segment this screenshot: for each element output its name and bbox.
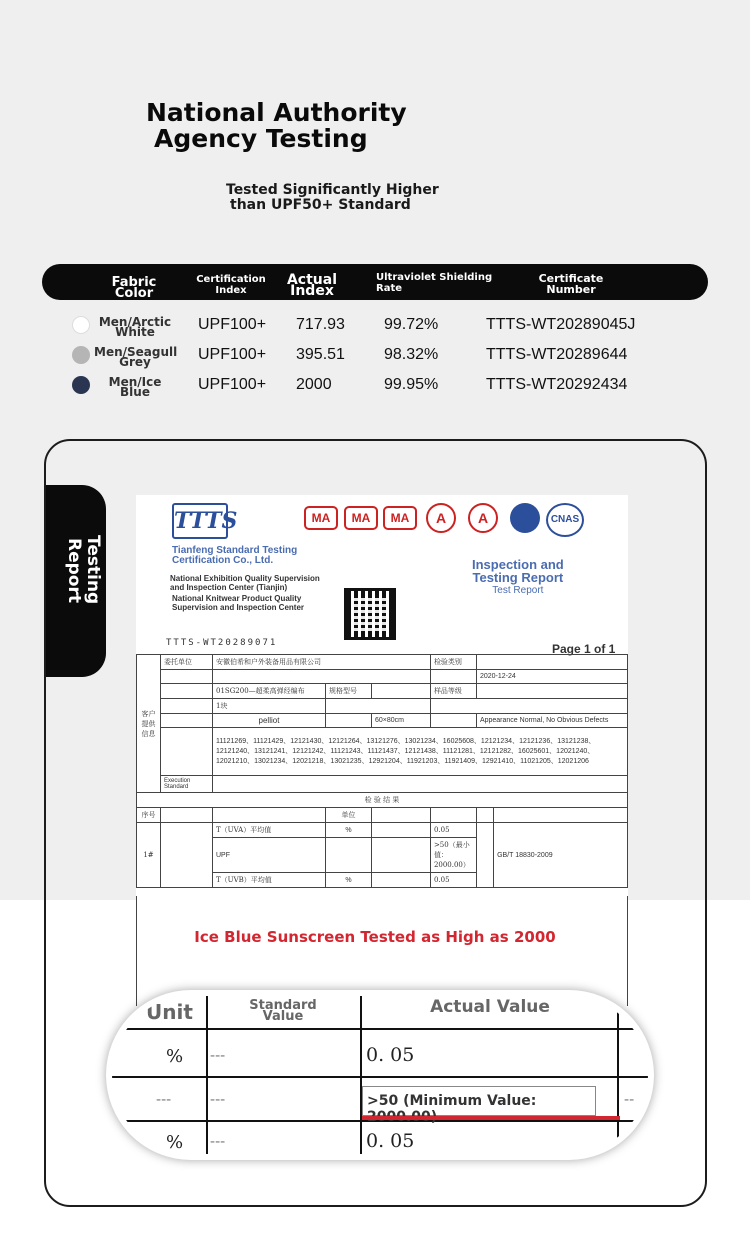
cal-seal-icon: A	[426, 503, 456, 533]
row-uvb-value: 0.05	[430, 873, 476, 888]
client-value: 安徽伯希和户外装备用品有限公司	[213, 655, 431, 670]
zoom-divider	[360, 996, 362, 1160]
zoom-row1-unit: %	[166, 1046, 184, 1067]
trademark-label	[161, 714, 213, 728]
header-cert-index: Certification Index	[196, 274, 266, 296]
zoom-divider	[206, 996, 208, 1160]
inspection-type-value	[476, 655, 627, 670]
col-standard-label	[371, 808, 430, 823]
uv-rate-value: 99.72%	[384, 316, 439, 333]
highlight-underline	[362, 1116, 620, 1120]
fabric-color-name: Men/Seagull Grey	[94, 345, 178, 369]
table-row	[72, 372, 712, 402]
cma-stamp-icon: MA	[344, 506, 378, 530]
subheadline-line-2: than UPF50+ Standard	[230, 197, 411, 213]
sample-status-label	[430, 714, 476, 728]
client-label: 委托单位	[161, 655, 213, 670]
ttts-logo: TTTS	[172, 503, 228, 539]
ilac-mra-icon	[510, 503, 540, 533]
cma-stamp-icon: MA	[304, 506, 338, 530]
row-uva-label: T（UVA）平均值	[213, 823, 326, 838]
highlight-caption: Ice Blue Sunscreen Tested as High as 2000	[194, 928, 556, 946]
sample-name-label	[161, 684, 213, 699]
uv-rate-value: 99.95%	[384, 376, 439, 393]
org-knitwear-center: National Knitwear Product Quality Supervision and Inspection Center	[172, 594, 305, 612]
sample-name-value: 01SG200—超柔高弹经编布	[213, 684, 326, 699]
row-upf-std	[371, 838, 430, 873]
results-table-body	[72, 312, 712, 402]
appearance-value: Appearance Normal, No Obvious Defects	[476, 714, 627, 728]
zoom-row3-value: 0. 05	[366, 1130, 415, 1152]
uv-rate-value: 98.32%	[384, 346, 439, 363]
cal-seal-icon: A	[468, 503, 498, 533]
row-method: GB/T 18830-2009	[494, 823, 628, 888]
subheadline-line-1: Tested Significantly Higher	[226, 182, 439, 198]
row-result	[476, 823, 493, 888]
actual-index-value: 395.51	[296, 346, 345, 363]
col-unit-label: 单位	[325, 808, 371, 823]
header-fabric-color: Fabric Color	[111, 275, 157, 301]
headline-line-2: Agency Testing	[154, 124, 368, 153]
sample-date-label	[430, 670, 476, 684]
sample-grade-value	[476, 684, 627, 699]
company-name: Tianfeng Standard Testing Certification Co., Ltd.	[172, 545, 298, 566]
document-id: TTTS-WT20289071	[166, 638, 278, 648]
cma-stamp-icon: MA	[383, 506, 417, 530]
zoom-row2-value: >50 (Minimum Value:	[362, 1086, 596, 1116]
quantity-label	[161, 699, 213, 714]
header-uv-rate: Ultraviolet Shielding Rate	[376, 272, 493, 294]
results-table-header	[42, 264, 708, 300]
cert-number-value: TTTS-WT20289045J	[486, 316, 636, 333]
zoom-divider	[617, 996, 619, 1160]
color-swatch-icon	[72, 316, 90, 334]
model-value	[371, 684, 430, 699]
manufacturer-value	[213, 670, 431, 684]
row-upf-unit	[325, 838, 371, 873]
report-title: Inspection and Testing Report Test Report	[472, 557, 564, 596]
color-swatch-icon	[72, 346, 90, 364]
row-uvb-label: T（UVB）平均值	[213, 873, 326, 888]
col-method-label	[494, 808, 628, 823]
col-desc-label	[213, 808, 326, 823]
execution-standard-label: Execution Standard	[161, 776, 213, 793]
col-result-label	[476, 808, 493, 823]
row-uva-value: 0.05	[430, 823, 476, 838]
execution-standard-value	[213, 776, 628, 793]
trademark-value: pelliot	[213, 714, 326, 728]
row-uva-std	[371, 823, 430, 838]
zoom-col-actual: Actual Value	[430, 997, 550, 1017]
row-upf-label: UPF	[213, 838, 326, 873]
model-label: 规格型号	[325, 684, 371, 699]
results-label: 检 验 结 果	[137, 793, 628, 808]
zoom-col-unit: Unit	[146, 1000, 193, 1024]
header-actual-index: Actual Index	[286, 272, 338, 299]
zoom-row2-extra: --	[624, 1090, 635, 1108]
zoom-magnifier	[106, 990, 654, 1160]
col-no-label: 序号	[137, 808, 161, 823]
manufacturer-label	[161, 670, 213, 684]
cnas-logo: CNAS	[546, 503, 584, 537]
zoom-row3-unit: %	[166, 1132, 184, 1153]
page-headline	[146, 100, 407, 152]
fabric-color-name: Men/Ice Blue	[108, 375, 162, 399]
sample-grade-label: 样品等级	[430, 684, 476, 699]
zoom-divider	[112, 1028, 654, 1030]
size-value: 60×80cm	[371, 714, 430, 728]
row-uvb-std	[371, 873, 430, 888]
quantity-spacer	[325, 699, 430, 714]
cert-number-value: TTTS-WT20289644	[486, 346, 628, 363]
sample-date-value: 2020-12-24	[476, 670, 627, 684]
row-no: 1#	[137, 823, 161, 888]
row-uva-unit: %	[325, 823, 371, 838]
table-row	[72, 312, 712, 342]
qr-code-icon	[344, 588, 396, 640]
cert-index-value: UPF100+	[198, 316, 267, 333]
col-actual-label	[430, 808, 476, 823]
col-item-label	[161, 808, 213, 823]
zoom-row1-value: 0. 05	[366, 1044, 415, 1066]
header-cert-number: Certificate Number	[538, 272, 604, 296]
page-number: Page 1 of 1	[552, 642, 616, 656]
zoom-row2-unit: ---	[156, 1090, 172, 1108]
table-row	[72, 342, 712, 372]
inspection-type-label: 检验类别	[430, 655, 476, 670]
quantity-value: 1块	[213, 699, 326, 714]
zoom-col-standard: Standard Value	[249, 998, 317, 1024]
zoom-row3-std: ---	[210, 1132, 226, 1150]
quantity-extra	[430, 699, 627, 714]
actual-index-value: 717.93	[296, 316, 345, 333]
zoom-row1-std: ---	[210, 1046, 226, 1064]
cert-index-value: UPF100+	[198, 376, 267, 393]
description-label	[325, 714, 371, 728]
side-tab-label: Testing Report	[64, 535, 103, 605]
row-item	[161, 823, 213, 888]
report-table	[136, 654, 628, 888]
headline-line-1: National Authority	[146, 98, 407, 127]
customer-info-label: 客户提供信息	[137, 655, 161, 793]
row-upf-value: >50（最小值：2000.00）	[430, 838, 476, 873]
zoom-row2-std: ---	[210, 1090, 226, 1108]
actual-index-value: 2000	[296, 376, 332, 393]
color-swatch-icon	[72, 376, 90, 394]
batch-numbers: 11121269、11121429、12121430、12121264、13121276、13021234、16025608、12121234、12121236、13121238、12121240、13121241、12121242、11121243、11121437、12121438、11121281、12121282、16025601、12021240、12021210、13021234、12021218、13021235、12921204、11921203、11921409、12921410、11021205、12021206	[213, 728, 628, 776]
fabric-color-name: Men/Arctic White	[98, 315, 172, 339]
page-subheadline	[226, 183, 439, 213]
zoom-divider	[112, 1076, 654, 1078]
cert-number-value: TTTS-WT20292434	[486, 376, 628, 393]
org-exhibition-center: National Exhibition Quality Supervision and Inspection Center (Tianjin)	[170, 574, 320, 592]
row-uvb-unit: %	[325, 873, 371, 888]
cert-index-value: UPF100+	[198, 346, 267, 363]
batch-label	[161, 728, 213, 776]
